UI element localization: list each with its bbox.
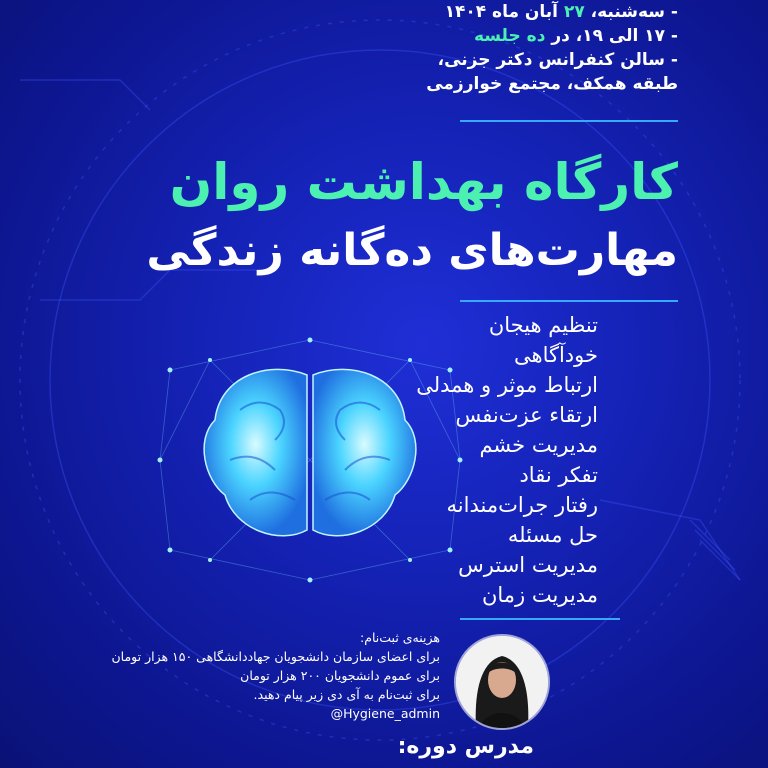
divider-mid bbox=[460, 300, 678, 302]
list-item: مدیریت زمان bbox=[481, 583, 598, 607]
list-item: ارتقاء عزت‌نفس bbox=[455, 403, 598, 427]
page-title: کارگاه بهداشت روان bbox=[169, 153, 678, 211]
list-item: مدیریت استرس bbox=[458, 553, 598, 577]
list-item: ارتباط موثر و همدلی bbox=[416, 373, 598, 397]
instructor-label: مدرس دوره: bbox=[397, 734, 534, 759]
list-item: تنظیم هیجان bbox=[488, 313, 598, 337]
event-venue-floor: طبقه همکف، مجتمع خوارزمی bbox=[426, 74, 678, 94]
list-item: رفتار جرات‌مندانه bbox=[446, 493, 598, 517]
divider-top bbox=[460, 120, 678, 122]
list-item: خودآگاهی bbox=[514, 343, 598, 367]
event-time: - ۱۷ الی ۱۹، در ده جلسه bbox=[473, 26, 678, 46]
list-item: حل مسئله bbox=[507, 523, 598, 547]
divider-bottom bbox=[460, 618, 620, 620]
fees-register: برای ثبت‌نام به آی دی زیر پیام دهید. bbox=[253, 687, 440, 702]
list-item: تفکر نقاد bbox=[519, 463, 598, 487]
event-date: - سه‌شنبه، ۲۷ آبان ماه ۱۴۰۴ bbox=[444, 2, 678, 22]
fees-members: برای اعضای سازمان دانشجویان جهاددانشگاهی ۱۵۰ هزار تومان bbox=[111, 649, 440, 664]
list-item: مدیریت خشم bbox=[479, 433, 598, 457]
event-venue: - سالن کنفرانس دکتر جزنی، bbox=[437, 50, 678, 70]
admin-handle[interactable]: @Hygiene_admin bbox=[330, 706, 440, 721]
instructor-photo bbox=[456, 636, 548, 728]
fees-students: برای عموم دانشجویان ۲۰۰ هزار تومان bbox=[240, 668, 440, 683]
page-subtitle: مهارت‌های ده‌گانه زندگی bbox=[146, 225, 678, 276]
event-info bbox=[318, 0, 678, 96]
fees-heading: هزینه‌ی ثبت‌نام: bbox=[360, 630, 440, 645]
skills-list bbox=[268, 310, 598, 610]
registration-fees bbox=[20, 628, 440, 723]
